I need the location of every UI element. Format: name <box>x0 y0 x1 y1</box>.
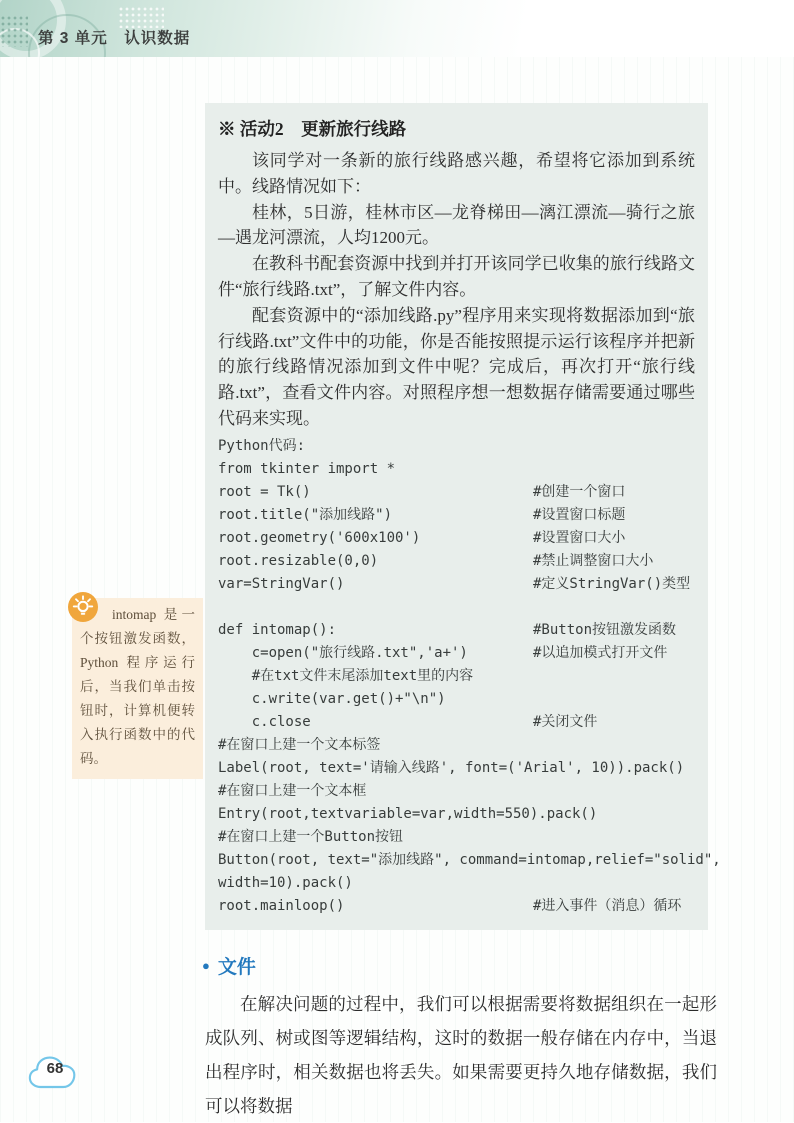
code-line: root.resizable(0,0) #禁止调整窗口大小 <box>218 550 695 573</box>
code-comment: #定义StringVar()类型 <box>533 575 691 592</box>
section-heading-file <box>202 952 708 979</box>
code-line: Entry(root,textvariable=var,width=550).pack() <box>218 805 598 822</box>
code-line: #在窗口上建一个文本框 <box>218 782 367 799</box>
page-number: 68 <box>46 1060 64 1077</box>
file-section-paragraph: 在解决问题的过程中，我们可以根据需要将数据组织在一起形成队列、树或图等逻辑结构，这时的数据一般存储在内存中，当退出程序时，相关数据也将丢失。如果需要更持久地存储数据，我们可以将数据 <box>205 993 717 1116</box>
section-title: 文件 <box>217 956 256 978</box>
code-line: width=10).pack() <box>218 874 353 891</box>
lightbulb-icon <box>68 592 98 622</box>
code-comment: #设置窗口大小 <box>533 529 626 546</box>
code-comment: #设置窗口标题 <box>533 506 626 523</box>
code-line: root.mainloop() #进入事件（消息）循环 <box>218 895 695 918</box>
code-line: root.geometry('600x100') #设置窗口大小 <box>218 527 695 550</box>
header-band <box>0 0 794 57</box>
activity-title: ※ 活动2 更新旅行线路 <box>218 119 407 139</box>
code-line: c.close #关闭文件 <box>218 711 695 734</box>
content-column <box>202 103 721 1123</box>
code-line: #在窗口上建一个Button按钮 <box>218 828 404 845</box>
activity-paragraph: 桂林，5日游，桂林市区—龙脊梯田—漓江漂流—骑行之旅—遇龙河漂流，人均1200元。 <box>218 202 695 248</box>
code-comment: #以追加模式打开文件 <box>533 644 668 661</box>
code-comment: #禁止调整窗口大小 <box>533 552 654 569</box>
activity-paragraph: 配套资源中的“添加线路.py”程序用来实现将数据添加到“旅行线路.txt”文件中的功能，你是否能按照提示运行该程序并把新的旅行线路情况添加到文件中呢？完成后，再次打开“旅行线路.txt”，查看文件内容。对照程序想一想数据存储需要通过哪些代码来实现。 <box>218 305 695 428</box>
band-decoration-dots <box>118 6 164 28</box>
code-line: var=StringVar() #定义StringVar()类型 <box>218 573 695 596</box>
page-number-cloud <box>26 1050 84 1095</box>
activity-box <box>205 103 721 930</box>
activity-paragraph: 该同学对一条新的旅行线路感兴趣，希望将它添加到系统中。线路情况如下： <box>218 151 695 196</box>
code-line: def intomap(): #Button按钮激发函数 <box>218 619 695 642</box>
activity-paragraph: 在教科书配套资源中找到并打开该同学已收集的旅行线路文件“旅行线路.txt”，了解文件内容。 <box>218 254 695 299</box>
code-comment: #进入事件（消息）循环 <box>533 897 682 914</box>
band-decoration-dots <box>0 15 28 47</box>
section-bullet-icon: ● <box>202 957 210 973</box>
code-line <box>218 596 695 619</box>
code-line: from tkinter import * <box>218 460 396 477</box>
code-line: root = Tk() #创建一个窗口 <box>218 481 695 504</box>
code-line: Button(root, text="添加线路", command=intomap,relief="solid", <box>218 851 721 868</box>
code-line: c=open("旅行线路.txt",'a+') #以追加模式打开文件 <box>218 642 695 665</box>
margin-note-text: intomap 是一个按钮激发函数，Python 程序运行后，当我们单击按钮时，计算机便转入执行函数中的代码。 <box>80 607 195 766</box>
code-comment: #创建一个窗口 <box>533 483 626 500</box>
unit-header-label: 第 3 单元 认识数据 <box>38 30 191 47</box>
code-line: #在窗口上建一个文本标签 <box>218 736 381 753</box>
code-line: Label(root, text='请输入线路', font=('Arial', 10)).pack() <box>218 759 685 776</box>
code-line: #在txt文件末尾添加text里的内容 <box>218 667 474 684</box>
margin-note <box>72 598 203 779</box>
code-line: root.title("添加线路") #设置窗口标题 <box>218 504 695 527</box>
code-comment: #关闭文件 <box>533 713 598 730</box>
code-line: c.write(var.get()+"\n") <box>218 690 446 707</box>
code-block-label: Python代码: <box>218 437 306 454</box>
code-comment: #Button按钮激发函数 <box>533 621 677 638</box>
